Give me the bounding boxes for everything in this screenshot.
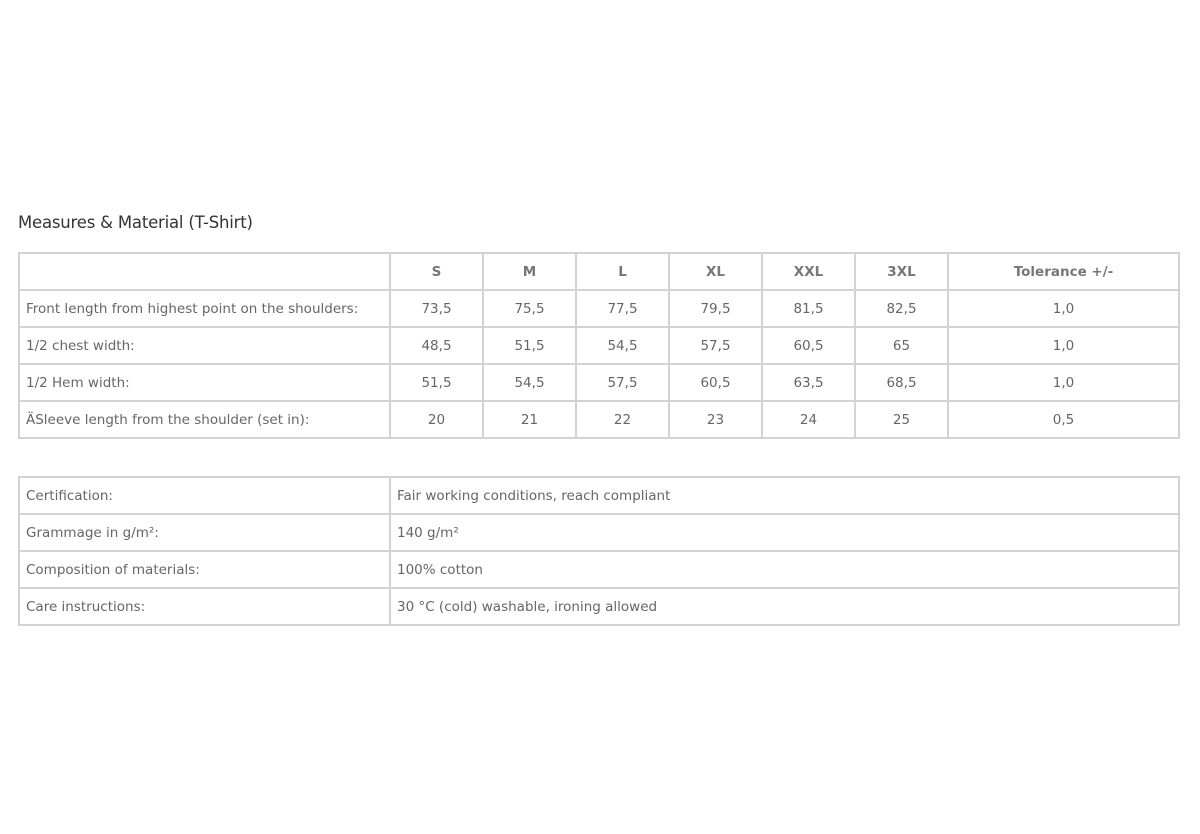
table-row	[19, 327, 1179, 364]
header-cell-empty	[19, 253, 390, 290]
row-label: Front length from highest point on the shoulders:	[19, 290, 390, 327]
table-cell: 57,5	[576, 364, 669, 401]
table-row	[19, 401, 1179, 438]
table-cell: 1,0	[948, 290, 1179, 327]
table-row	[19, 364, 1179, 401]
table-cell: 73,5	[390, 290, 483, 327]
table-cell: 60,5	[762, 327, 855, 364]
table-cell: 68,5	[855, 364, 948, 401]
header-cell-tolerance: Tolerance +/-	[948, 253, 1179, 290]
table-row	[19, 477, 1179, 514]
material-value: Fair working conditions, reach compliant	[390, 477, 1179, 514]
table-row	[19, 514, 1179, 551]
material-label: Certification:	[19, 477, 390, 514]
material-value: 140 g/m²	[390, 514, 1179, 551]
table-row	[19, 290, 1179, 327]
table-cell: 20	[390, 401, 483, 438]
table-cell: 81,5	[762, 290, 855, 327]
table-cell: 77,5	[576, 290, 669, 327]
table-row	[19, 551, 1179, 588]
table-cell: 23	[669, 401, 762, 438]
table-cell: 0,5	[948, 401, 1179, 438]
material-label: Grammage in g/m²:	[19, 514, 390, 551]
row-label: 1/2 chest width:	[19, 327, 390, 364]
table-cell: 54,5	[576, 327, 669, 364]
material-table	[18, 476, 1180, 626]
table-cell: 51,5	[483, 327, 576, 364]
table-cell: 82,5	[855, 290, 948, 327]
table-cell: 63,5	[762, 364, 855, 401]
header-cell-3xl: 3XL	[855, 253, 948, 290]
table-cell: 24	[762, 401, 855, 438]
header-cell-xl: XL	[669, 253, 762, 290]
page-title: Measures & Material (T-Shirt)	[18, 213, 253, 232]
table-cell: 25	[855, 401, 948, 438]
row-label: 1/2 Hem width:	[19, 364, 390, 401]
table-cell: 75,5	[483, 290, 576, 327]
table-cell: 65	[855, 327, 948, 364]
table-cell: 22	[576, 401, 669, 438]
table-cell: 48,5	[390, 327, 483, 364]
measures-table	[18, 252, 1180, 439]
table-cell: 51,5	[390, 364, 483, 401]
table-cell: 54,5	[483, 364, 576, 401]
table-cell: 21	[483, 401, 576, 438]
table-cell: 57,5	[669, 327, 762, 364]
table-cell: 1,0	[948, 364, 1179, 401]
measures-header-row	[19, 253, 1179, 290]
table-cell: 60,5	[669, 364, 762, 401]
material-value: 100% cotton	[390, 551, 1179, 588]
row-label: ÄSleeve length from the shoulder (set in):	[19, 401, 390, 438]
table-cell: 79,5	[669, 290, 762, 327]
table-cell: 1,0	[948, 327, 1179, 364]
header-cell-xxl: XXL	[762, 253, 855, 290]
material-value: 30 °C (cold) washable, ironing allowed	[390, 588, 1179, 625]
material-label: Care instructions:	[19, 588, 390, 625]
header-cell-s: S	[390, 253, 483, 290]
material-label: Composition of materials:	[19, 551, 390, 588]
table-row	[19, 588, 1179, 625]
header-cell-l: L	[576, 253, 669, 290]
header-cell-m: M	[483, 253, 576, 290]
